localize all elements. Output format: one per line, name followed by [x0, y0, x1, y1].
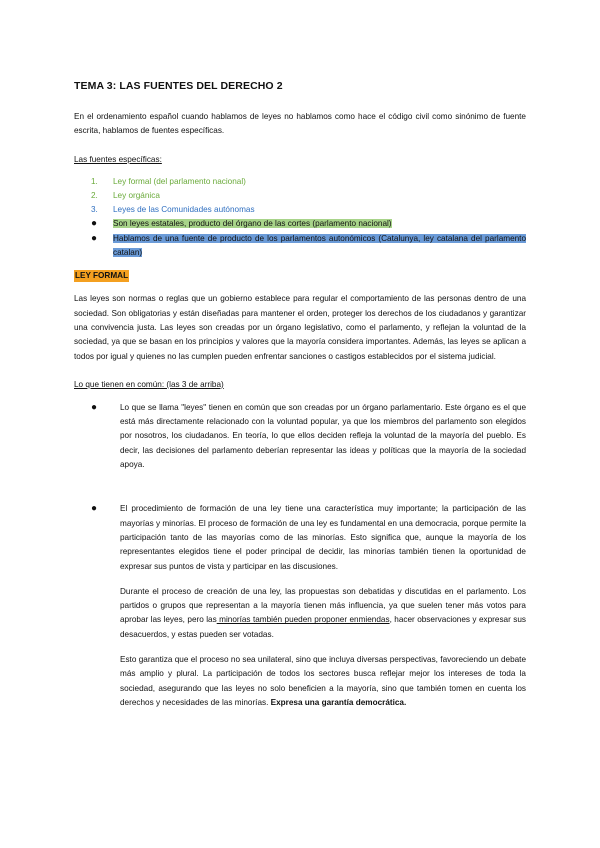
source-item-ley-organica [91, 189, 526, 203]
list-number: 3. [91, 205, 98, 215]
common-item-2-p1: El procedimiento de formación de una ley tiene una característica muy importante; la participación de las mayorías y minorías. El proceso de formación de una ley es fundamental en una democracia, porque permite la participación tanto de las mayorías como de las minorías. Esto significa que, aunque la mayoría de los representantes elegidos tiene el poder principal de decidir, las minorías también tienen la oportunidad de expresar sus puntos de vista y participar en las discusiones. [120, 504, 526, 571]
common-item-1: Lo que se llama "leyes" tienen en común que son creadas por un órgano parlamentario. Este órgano es el que está más directamente relacionado con la voluntad popular, ya que los miembros del parlamento son elegidos por nosotros, los ciudadanos. En teoría, lo que ellos deciden refleja la voluntad de la mayoría del pueblo. Es decir, las decisiones del parlamento deberían representar las ideas y políticas que la mayoría de la sociedad apoya. [120, 402, 526, 470]
list-number: 1. [91, 176, 98, 186]
highlighted-note: Hablamos de una fuente de producto de los parlamentos autonómicos (Catalunya, ley catalana del parlamento catalan) [113, 233, 526, 258]
specific-sources-heading: Las fuentes específicas: [74, 154, 162, 164]
source-item-text: Ley orgánica [113, 190, 160, 200]
ley-formal-paragraph: Las leyes son normas o reglas que un gobierno establece para regular el comportamiento de las personas dentro de una sociedad. Son obligatorias y están diseñadas para mantener el orden, proteger los derechos de los ciudadanos y garantizar una convivencia justa. Las leyes son creadas por un órgano legislativo, como el parlamento, y reflejan la voluntad de la sociedad, ya que se basan en los principios y valores que la mayoría considera importantes. Además, las leyes se aplican a todos por igual y quienes no las cumplen pueden enfrentar sanciones o castigos establecidos por el sistema judicial. [74, 294, 526, 361]
underlined-text: minorías también pueden proponer enmiendas [216, 615, 390, 625]
list-item [91, 502, 526, 710]
ley-formal-tag: LEY FORMAL [75, 271, 129, 281]
list-number: 2. [91, 190, 98, 200]
specific-sources-list [74, 175, 526, 261]
text-span: , hacer observaciones y expresar sus desacuerdos, y estas pueden ser votadas. [120, 615, 526, 639]
source-item-text: Ley formal (del parlamento nacional) [113, 176, 246, 186]
bullet-icon: ● [91, 503, 98, 515]
text-span: Esto garantiza que el proceso no sea unilateral, sino que incluya diversas perspectivas, favoreciendo un debate más amplio y plural. La participación de todos los sectores busca reflejar mejor los intereses de toda la sociedad, asegurando que las leyes no solo beneficien a la mayoría, sino que también tomen en cuenta los derechos y necesidades de las minorías. [120, 655, 526, 707]
source-note-estatales [91, 217, 526, 231]
document-title: TEMA 3: LAS FUENTES DEL DERECHO 2 [74, 80, 283, 92]
common-list [74, 401, 526, 710]
common-item-2-p2 [120, 585, 526, 642]
source-item-ley-formal [91, 175, 526, 189]
source-item-text: Leyes de las Comunidades autónomas [113, 205, 255, 215]
intro-paragraph: En el ordenamiento español cuando hablamos de leyes no hablamos como hace el código civil como sinónimo de fuente escrita, hablamos de fuentes específicas. [74, 112, 526, 136]
list-item [91, 401, 526, 472]
text-span: Durante el proceso de creación de una ley, las propuestas son debatidas y discutidas en el parlamento. Los partidos o grupos que representan a la mayoría tienen más influencia, ya que suelen tener más votos para aprobar las leyes, pero las [120, 586, 526, 625]
bullet-icon: ● [91, 218, 98, 230]
bold-text: Expresa una garantía democrática. [270, 697, 407, 707]
highlighted-note: Son leyes estatales, producto del órgano de las cortes (parlamento nacional) [113, 219, 392, 229]
bullet-icon: ● [91, 401, 98, 413]
source-item-leyes-ccaa [91, 203, 526, 217]
bullet-icon: ● [91, 232, 98, 244]
common-item-2-p3 [120, 653, 526, 710]
common-heading: Lo que tienen en común: (las 3 de arriba) [74, 379, 224, 389]
source-note-autonomicos [91, 232, 526, 261]
